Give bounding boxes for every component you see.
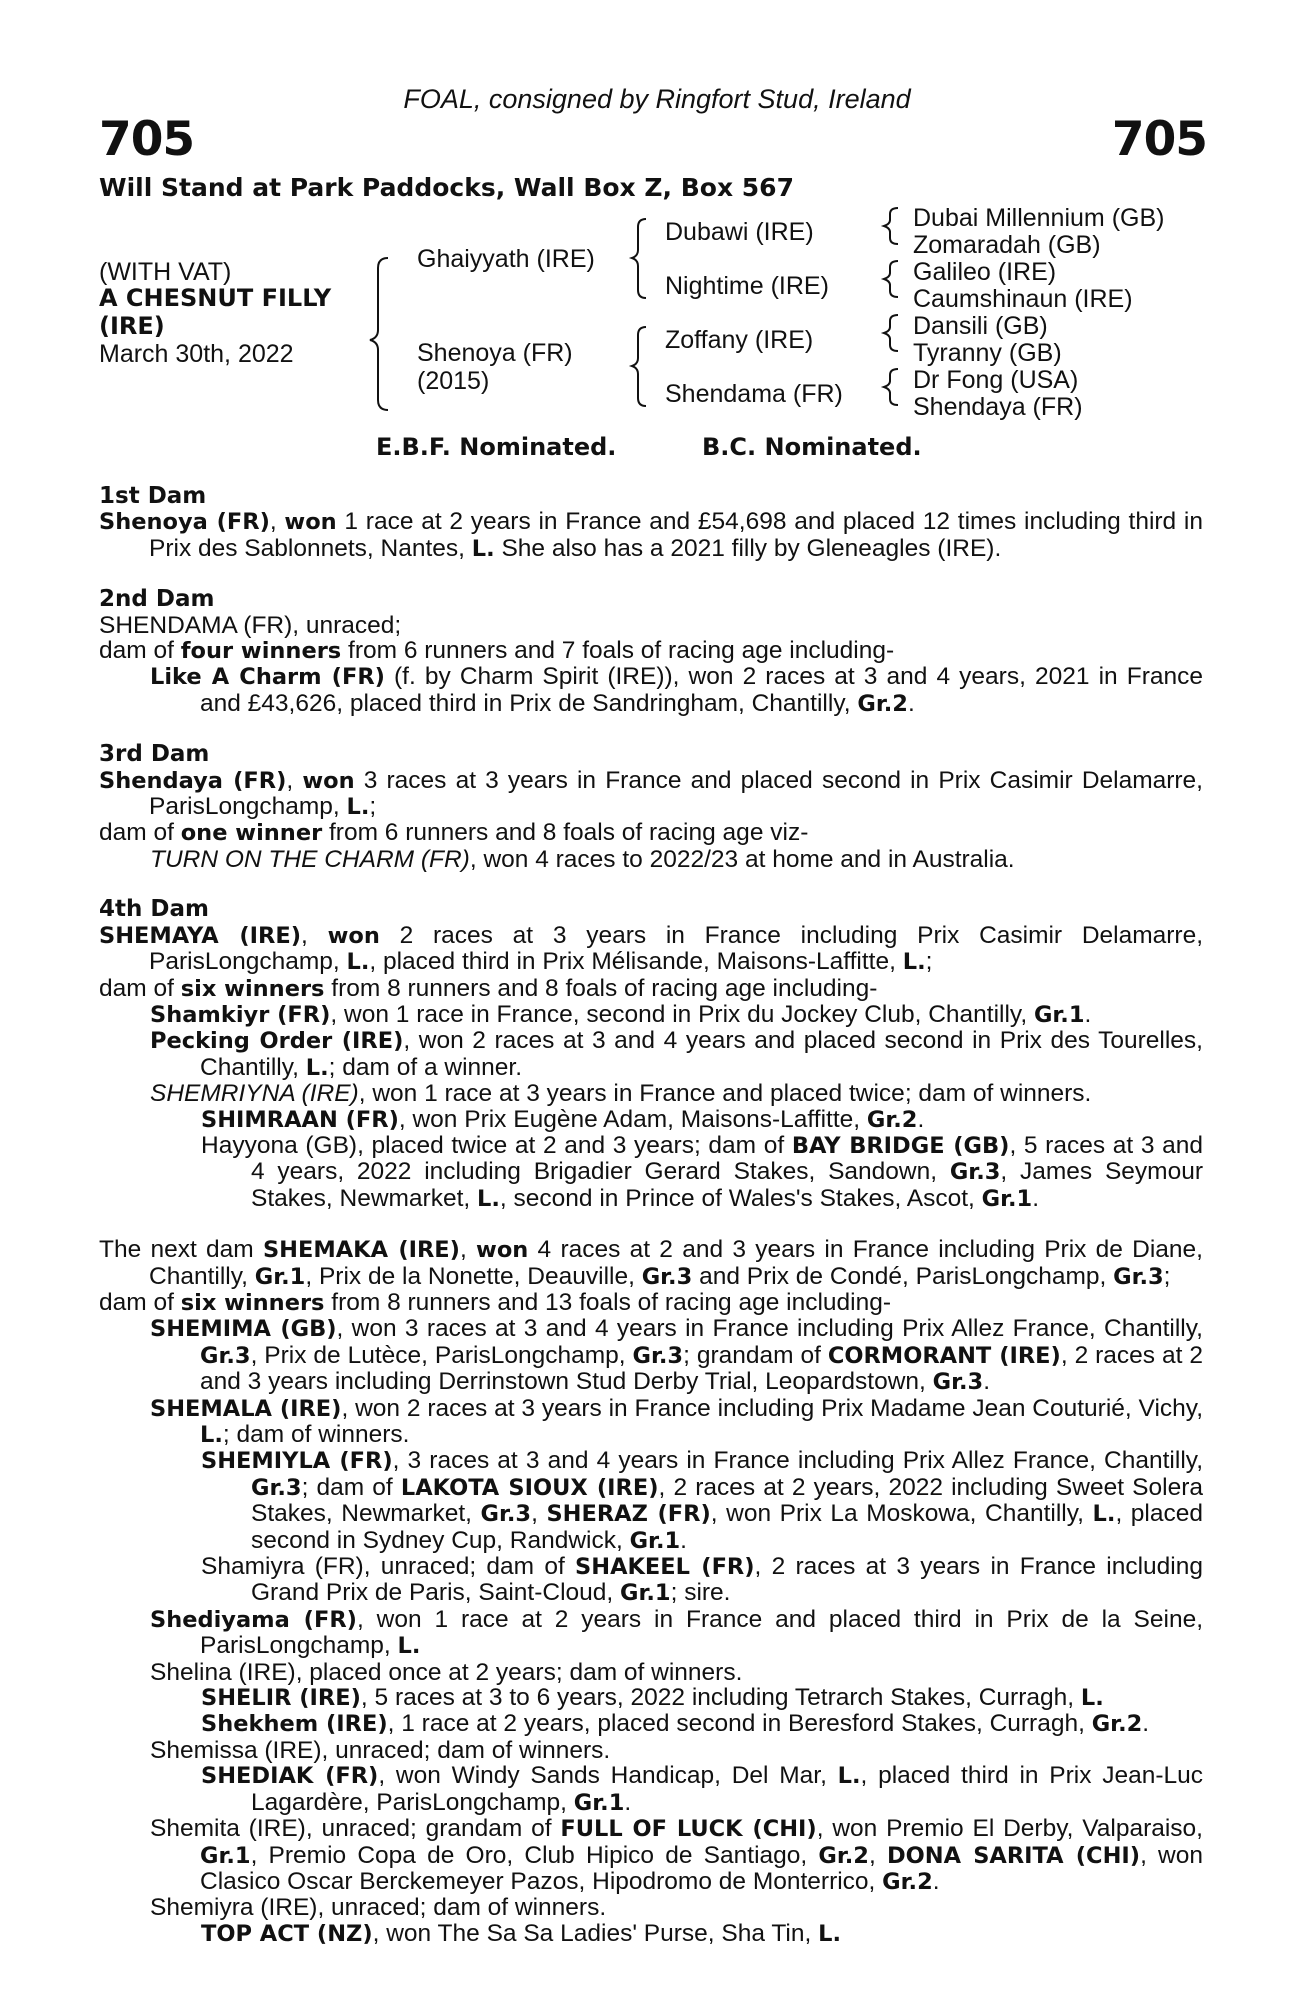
bold-text: LAKOTA SIOUX (IRE) [400, 1474, 659, 1501]
bold-text: Gr.1 [620, 1580, 671, 1607]
section-heading: 4th Dam [99, 896, 209, 923]
entry-text: from 6 runners and 7 foals of racing age including- [341, 637, 895, 665]
section-gap [99, 872, 1203, 897]
section-gap [99, 1212, 1203, 1237]
entry-text: , placed third in Prix Mélisande, Maisons-Laffitte, [369, 948, 903, 976]
bold-text: Gr.3 [641, 1263, 693, 1290]
entry-text: SHENDAMA (FR), unraced; [99, 611, 402, 639]
entry-text: , second in Prince of Wales's Stakes, Ascot, [499, 1184, 982, 1212]
pedigree-brace-g12 [884, 208, 898, 244]
section-gap [99, 717, 1203, 742]
entry-text: from 6 runners and 8 foals of racing age viz- [322, 819, 809, 847]
entry-text: , [868, 1841, 887, 1869]
entry-text: , won Prix Eugène Adam, Maisons-Laffitte, [398, 1105, 867, 1133]
bold-text: Gr.1 [573, 1789, 625, 1816]
italic-text: TURN ON THE CHARM (FR) [150, 845, 470, 873]
bold-text: Gr.3 [480, 1501, 532, 1528]
bold-text: L. [471, 535, 495, 562]
bold-text: SHERAZ (FR) [546, 1501, 711, 1528]
pedigree-entry [99, 638, 1203, 664]
pedigree-entry [99, 664, 1203, 717]
entry-text: ; [1163, 1262, 1171, 1290]
entry-text: , won Clasico Oscar Berckemeyer Pazos, Hipodromo de Monterrico, [200, 1841, 1204, 1895]
pedigree-brace-g56 [884, 315, 898, 351]
entry-text: from 8 runners and 13 foals of racing age including- [324, 1288, 892, 1316]
entry-text: . [1142, 1710, 1150, 1738]
dam-section [99, 587, 1203, 717]
bold-text: SHEMIMA (GB) [150, 1316, 337, 1343]
entry-text: and Prix de Condé, ParisLongchamp, [692, 1262, 1114, 1290]
bold-text: Like A Charm (FR) [150, 664, 385, 691]
pedigree-entry [99, 1290, 1203, 1316]
bold-text: SHIMRAAN (FR) [201, 1106, 399, 1133]
pedigree-entry [99, 1316, 1203, 1395]
pedigree-entry [99, 509, 1203, 562]
bold-text: won [302, 767, 355, 794]
entry-text: The next dam [99, 1236, 263, 1264]
bold-text: Gr.2 [818, 1842, 869, 1869]
entry-text: 2 races at 3 years in France including Prix Casimir Delamarre, ParisLongchamp, [149, 921, 1204, 976]
entry-text: Shemiyra (IRE), unraced; dam of winners. [150, 1894, 607, 1922]
bold-text: SHAKEEL (FR) [575, 1554, 755, 1581]
pedigree-entry [99, 768, 1203, 821]
bold-text: Gr.3 [251, 1474, 302, 1501]
entry-text: , won 2 races at 3 years in France including Prix Madame Jean Couturié, Vichy, [341, 1394, 1203, 1422]
entry-text: . [907, 689, 915, 717]
entry-text: , won 1 race at 3 years in France and placed twice; dam of winners. [358, 1080, 1092, 1108]
bold-text: Shenoya (FR) [99, 509, 270, 536]
pedigree-entry [99, 1448, 1203, 1554]
bold-text: L. [200, 1422, 223, 1448]
entry-text: Shemissa (IRE), unraced; dam of winners. [150, 1736, 611, 1764]
pedigree-entry [99, 1081, 1203, 1106]
dam-section [99, 1237, 1203, 1947]
dam-section [99, 897, 1203, 1212]
entry-text: , [531, 1500, 547, 1528]
entry-text: , 2 races at 2 years, 2022 including Sweet Solera Stakes, Newmarket, [251, 1473, 1203, 1528]
bold-text: Gr.1 [1033, 1001, 1085, 1028]
entry-text: , 2 races at 3 years in France including Grand Prix de Paris, Saint-Cloud, [251, 1553, 1204, 1607]
pedigree-entry [99, 923, 1203, 976]
bold-text: SHELIR (IRE) [201, 1685, 361, 1712]
bold-text: Shekhem (IRE) [201, 1711, 388, 1738]
bold-text: Gr.1 [200, 1842, 251, 1869]
pedigree-g7: Dr Fong (USA) [913, 366, 1079, 394]
pedigree-entry [99, 976, 1203, 1002]
bold-text: six winners [180, 975, 325, 1002]
entry-text: Shelina (IRE), placed once at 2 years; dam of winners. [150, 1658, 743, 1686]
entry-text: . [680, 1526, 687, 1554]
bold-text: BAY BRIDGE (GB) [791, 1132, 1010, 1159]
pedigree-entry [99, 1763, 1203, 1816]
pedigree-sire-dam: Nightime (IRE) [665, 272, 829, 300]
catalogue-body [99, 484, 1203, 1947]
bold-text: SHEDIAK (FR) [201, 1763, 379, 1790]
pedigree-brace-main [370, 258, 388, 410]
pedigree-brace-g34 [884, 261, 898, 297]
entry-text: , won 1 race at 2 years in France and placed third in Prix de la Seine, ParisLongchamp, [200, 1605, 1204, 1660]
entry-text: . [624, 1788, 632, 1816]
entry-text: . [917, 1105, 925, 1133]
bold-text: L. [346, 794, 370, 821]
bold-text: L. [818, 1920, 842, 1947]
pedigree-brace-g78 [884, 369, 898, 405]
bold-text: L. [346, 949, 370, 976]
entry-text: , [459, 1236, 477, 1264]
bold-text: CORMORANT (IRE) [827, 1342, 1061, 1369]
bold-text: Gr.1 [629, 1527, 681, 1554]
bold-text: Gr.1 [254, 1263, 306, 1290]
section-heading: 3rd Dam [99, 741, 210, 768]
entry-text: , 3 races at 3 and 4 years in France including Prix Allez France, Chantilly, [392, 1447, 1203, 1475]
entry-text: ; [369, 793, 377, 821]
entry-text: dam of [99, 1288, 181, 1316]
bold-text: L. [397, 1633, 421, 1660]
entry-text: Hayyona (GB), placed twice at 2 and 3 years; dam of [201, 1131, 792, 1159]
bold-text: SHEMIYLA (FR) [201, 1448, 393, 1475]
bold-text: Gr.3 [1113, 1263, 1164, 1290]
bold-text: one winner [180, 820, 323, 847]
entry-text: dam of [99, 974, 181, 1002]
bold-text: SHEMAKA (IRE) [262, 1237, 460, 1264]
entry-text: , 1 race at 2 years, placed second in Beresford Stakes, Curragh, [387, 1710, 1092, 1738]
bold-text: Gr.1 [981, 1185, 1033, 1212]
entry-text: , won 4 races to 2022/23 at home and in Australia. [469, 845, 1015, 873]
entry-text: , won Windy Sands Handicap, Del Mar, [378, 1762, 838, 1790]
bold-text: six winners [180, 1289, 325, 1316]
entry-text: Shemita (IRE), unraced; grandam of [150, 1815, 561, 1843]
entry-text: , 5 races at 3 to 6 years, 2022 including Tetrarch Stakes, Curragh, [360, 1684, 1081, 1712]
entry-text: dam of [99, 637, 181, 665]
entry-text: , 2 races at 2 and 3 years including Derrinstown Stud Derby Trial, Leopardstown, [200, 1341, 1203, 1396]
section-heading: 1st Dam [99, 483, 207, 509]
bold-text: Gr.3 [949, 1159, 1001, 1186]
bold-text: won [327, 922, 380, 949]
bold-text: Gr.2 [882, 1868, 933, 1895]
italic-text: SHEMRIYNA (IRE) [150, 1080, 359, 1108]
bold-text: L. [837, 1763, 861, 1790]
bold-text: won [284, 509, 337, 536]
entry-text: , [301, 921, 328, 949]
bold-text: four winners [180, 638, 342, 665]
entry-text: , won 3 races at 3 and 4 years in France including Prix Allez France, Chantilly, [336, 1315, 1203, 1343]
bold-text: DONA SARITA (CHI) [886, 1842, 1141, 1869]
bold-text: Shediyama (FR) [150, 1606, 357, 1633]
entry-text: , Prix de la Nonette, Deauville, [305, 1262, 642, 1290]
bold-text: L. [902, 949, 926, 976]
entry-text: ; dam of winners. [222, 1421, 410, 1448]
entry-text: , James Seymour Stakes, Newmarket, [251, 1158, 1203, 1212]
foaling-date: March 30th, 2022 [99, 340, 294, 368]
bold-text: Shendaya (FR) [99, 767, 287, 794]
pedigree-dam: Shenoya (FR) [417, 339, 573, 367]
ebf-nomination: E.B.F. Nominated. [376, 433, 617, 461]
pedigree-g5: Dansili (GB) [913, 312, 1048, 340]
bold-text: TOP ACT (NZ) [201, 1920, 373, 1947]
pedigree-entry [99, 1738, 1203, 1763]
entry-text: . [983, 1368, 991, 1396]
bold-text: Gr.3 [200, 1342, 251, 1369]
pedigree-brace-dam [632, 327, 646, 406]
entry-text: ; [925, 948, 933, 976]
pedigree-entry [99, 1107, 1203, 1133]
entry-text: ; sire. [670, 1579, 731, 1607]
entry-text: , placed third in Prix Jean-Luc Lagardère, ParisLongchamp, [251, 1762, 1204, 1816]
pedigree-sire: Ghaiyyath (IRE) [417, 245, 595, 273]
pedigree-entry [99, 1028, 1203, 1081]
pedigree-entry [99, 847, 1203, 872]
lot-number-left: 705 [99, 112, 195, 167]
bold-text: Gr.2 [866, 1106, 918, 1133]
dam-section [99, 484, 1203, 562]
entry-text: . [1032, 1184, 1040, 1212]
pedigree-dam-sire: Zoffany (IRE) [665, 326, 814, 354]
entry-text: , [286, 766, 303, 794]
pedigree-entry [99, 820, 1203, 846]
entry-text: dam of [99, 819, 181, 847]
pedigree-entry [99, 1237, 1203, 1290]
pedigree-g1: Dubai Millennium (GB) [913, 204, 1165, 232]
entry-text: , Prix de Lutèce, ParisLongchamp, [250, 1341, 633, 1369]
bold-text: SHEMAYA (IRE) [99, 922, 302, 949]
pedigree-entry [99, 1921, 1203, 1947]
bold-text: L. [1092, 1501, 1116, 1528]
entry-text: 4 races at 2 and 3 years in France including Prix de Diane, Chantilly, [149, 1236, 1203, 1290]
bc-nomination: B.C. Nominated. [702, 433, 922, 461]
pedigree-entry [99, 1685, 1203, 1711]
pedigree-g2: Zomaradah (GB) [913, 231, 1101, 259]
bold-text: Gr.3 [632, 1342, 684, 1369]
pedigree-dam-year: (2015) [417, 367, 490, 395]
bold-text: L. [477, 1185, 500, 1212]
pedigree-entry [99, 1133, 1203, 1212]
bold-text: Gr.2 [857, 690, 908, 717]
entry-text: She also has a 2021 filly by Gleneagles (IRE). [494, 534, 1002, 562]
pedigree-entry [99, 1816, 1203, 1895]
horse-origin: (IRE) [99, 312, 165, 340]
pedigree-entry [99, 613, 1203, 638]
section-heading: 2nd Dam [99, 586, 215, 613]
entry-text: . [1084, 1000, 1092, 1028]
entry-text: ; grandam of [683, 1341, 828, 1369]
entry-text: , won Premio El Derby, Valparaiso, [816, 1815, 1203, 1843]
entry-text: 3 races at 3 years in France and placed second in Prix Casimir Delamarre, ParisLongchamp, [149, 766, 1203, 821]
pedigree-g3: Galileo (IRE) [913, 258, 1057, 286]
section-gap [99, 562, 1203, 587]
entry-text: . [932, 1867, 940, 1895]
pedigree-sire-sire: Dubawi (IRE) [665, 218, 814, 246]
pedigree-g8: Shendaya (FR) [913, 393, 1083, 421]
pedigree-entry [99, 1607, 1203, 1660]
pedigree-entry [99, 1660, 1203, 1685]
entry-text: ; dam of a winner. [328, 1053, 523, 1081]
bold-text: L. [305, 1054, 329, 1081]
entry-text: , won 2 races at 3 and 4 years and placed second in Prix des Tourelles, Chantilly, [200, 1027, 1203, 1081]
vat-status: (WITH VAT) [99, 258, 232, 286]
pedigree-dam-dam: Shendama (FR) [665, 380, 843, 408]
bold-text: SHEMALA (IRE) [150, 1395, 342, 1422]
lot-number-right: 705 [1111, 112, 1207, 167]
entry-text: , won Prix La Moskowa, Chantilly, [710, 1500, 1093, 1528]
entry-text: , [269, 508, 285, 536]
entry-text: , placed second in Sydney Cup, Randwick, [251, 1500, 1203, 1554]
bold-text: Gr.3 [932, 1369, 984, 1396]
dam-section [99, 742, 1203, 872]
pedigree-g4: Caumshinaun (IRE) [913, 285, 1133, 313]
pedigree-entry [99, 1396, 1203, 1449]
stand-location: Will Stand at Park Paddocks, Wall Box Z, Box 567 [99, 173, 794, 202]
entry-text: ; dam of [301, 1473, 401, 1501]
consignment-line: FOAL, consigned by Ringfort Stud, Ireland [403, 84, 911, 114]
pedigree-entry [99, 1895, 1203, 1920]
entry-text: , won 1 race in France, second in Prix du Jockey Club, Chantilly, [330, 1000, 1034, 1028]
entry-text: from 8 runners and 8 foals of racing age including- [324, 974, 878, 1002]
bold-text: L. [1080, 1685, 1104, 1712]
pedigree-brace-sire [632, 219, 646, 298]
pedigree-entry [99, 1002, 1203, 1028]
pedigree-entry [99, 1554, 1203, 1607]
pedigree-entry [99, 1711, 1203, 1737]
bold-text: Shamkiyr (FR) [150, 1001, 331, 1028]
bold-text: won [476, 1237, 529, 1264]
entry-text: , Premio Copa de Oro, Club Hipico de Santiago, [250, 1841, 819, 1869]
bold-text: Pecking Order (IRE) [150, 1028, 404, 1055]
horse-description: A CHESNUT FILLY [99, 284, 332, 312]
entry-text: (f. by Charm Spirit (IRE)), won 2 races at 3 and 4 years, 2021 in France and £43,626, placed third in Prix de Sandringham, Chantilly, [200, 663, 1203, 717]
entry-text: , 5 races at 3 and 4 years, 2022 including Brigadier Gerard Stakes, Sandown, [251, 1131, 1203, 1186]
pedigree-g6: Tyranny (GB) [913, 339, 1062, 367]
entry-text: , won The Sa Sa Ladies' Purse, Sha Tin, [372, 1919, 819, 1947]
bold-text: FULL OF LUCK (CHI) [560, 1816, 817, 1843]
bold-text: Gr.2 [1091, 1711, 1143, 1738]
entry-text: 1 race at 2 years in France and £54,698 and placed 12 times including third in Prix des Sablonnets, Nantes, [149, 508, 1203, 562]
entry-text: Shamiyra (FR), unraced; dam of [201, 1553, 576, 1581]
